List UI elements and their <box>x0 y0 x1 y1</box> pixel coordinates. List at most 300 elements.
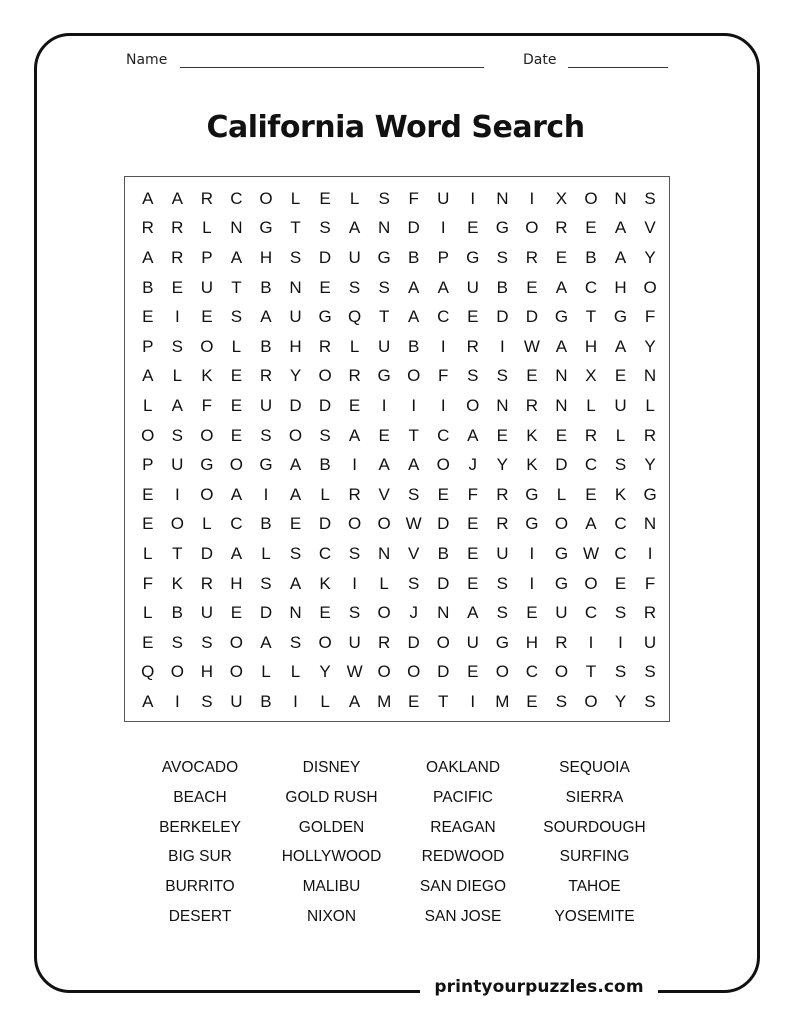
grid-letter[interactable]: S <box>467 366 479 386</box>
grid-letter[interactable]: O <box>318 632 332 652</box>
grid-letter[interactable]: I <box>440 218 446 238</box>
grid-letter[interactable]: I <box>352 573 357 593</box>
grid-letter[interactable]: F <box>644 307 656 327</box>
grid-letter[interactable]: R <box>200 188 213 208</box>
grid-letter[interactable]: H <box>584 336 598 356</box>
grid-letter[interactable]: I <box>618 632 623 652</box>
grid-letter[interactable]: E <box>142 514 154 534</box>
grid-letter[interactable]: O <box>436 455 450 475</box>
grid-letter[interactable]: U <box>643 632 657 652</box>
grid-letter[interactable]: D <box>437 573 450 593</box>
grid-letter[interactable]: R <box>466 336 479 356</box>
grid-letter[interactable]: I <box>470 691 476 711</box>
grid-letter[interactable]: P <box>201 247 213 267</box>
grid-letter[interactable]: L <box>261 543 271 563</box>
grid-letter[interactable]: O <box>318 366 332 386</box>
grid-letter[interactable]: U <box>200 277 213 297</box>
grid-letter[interactable]: O <box>554 662 569 682</box>
grid-letter[interactable]: S <box>201 632 213 652</box>
grid-letter[interactable]: U <box>230 691 243 711</box>
grid-letter[interactable]: D <box>407 632 420 652</box>
grid-letter[interactable]: R <box>555 218 568 238</box>
grid-letter[interactable]: A <box>260 632 272 652</box>
grid-letter[interactable]: T <box>408 425 419 445</box>
grid-letter[interactable]: U <box>259 395 273 415</box>
grid-letter[interactable]: K <box>201 366 213 386</box>
grid-letter[interactable]: K <box>526 455 538 475</box>
grid-letter[interactable]: E <box>467 543 479 563</box>
grid-letter[interactable]: T <box>172 543 183 563</box>
grid-letter[interactable]: D <box>318 514 332 534</box>
grid-letter[interactable]: S <box>319 425 331 445</box>
grid-letter[interactable]: A <box>555 336 568 356</box>
grid-letter[interactable]: S <box>496 247 508 267</box>
grid-letter[interactable]: E <box>467 307 479 327</box>
grid-letter[interactable]: A <box>171 188 183 208</box>
grid-letter[interactable]: G <box>643 484 657 504</box>
grid-letter[interactable]: A <box>230 543 243 563</box>
grid-letter[interactable]: F <box>408 188 419 208</box>
grid-letter[interactable]: Y <box>644 247 656 267</box>
grid-letter[interactable]: O <box>466 395 480 415</box>
grid-letter[interactable]: D <box>496 307 509 327</box>
grid-letter[interactable]: G <box>200 455 214 475</box>
grid-letter[interactable]: A <box>614 336 627 356</box>
grid-letter[interactable]: B <box>408 336 420 356</box>
grid-letter[interactable]: E <box>230 395 243 415</box>
name-field-line[interactable] <box>180 67 484 68</box>
grid-letter[interactable]: H <box>525 632 539 652</box>
grid-letter[interactable]: L <box>143 603 153 623</box>
grid-letter[interactable]: A <box>614 247 627 267</box>
grid-letter[interactable]: U <box>466 277 479 297</box>
grid-letter[interactable]: O <box>436 632 450 652</box>
grid-letter[interactable]: R <box>525 395 539 415</box>
grid-letter[interactable]: E <box>585 484 597 504</box>
grid-letter[interactable]: E <box>526 366 538 386</box>
grid-letter[interactable]: L <box>143 543 153 563</box>
grid-letter[interactable]: H <box>289 336 302 356</box>
grid-letter[interactable]: V <box>378 484 390 504</box>
grid-letter[interactable]: O <box>170 514 184 534</box>
grid-letter[interactable]: I <box>529 573 535 593</box>
grid-letter[interactable]: E <box>555 247 568 267</box>
grid-letter[interactable]: M <box>377 691 392 711</box>
grid-letter[interactable]: N <box>643 366 657 386</box>
grid-letter[interactable]: Y <box>614 691 627 711</box>
grid-letter[interactable]: O <box>200 484 214 504</box>
grid-letter[interactable]: G <box>525 514 539 534</box>
grid-letter[interactable]: S <box>496 366 508 386</box>
grid-letter[interactable]: A <box>467 603 479 623</box>
grid-letter[interactable]: B <box>142 277 154 297</box>
grid-letter[interactable]: B <box>171 603 183 623</box>
grid-letter[interactable]: G <box>259 218 273 238</box>
grid-letter[interactable]: A <box>408 307 420 327</box>
grid-letter[interactable]: E <box>289 514 302 534</box>
grid-letter[interactable]: S <box>319 218 331 238</box>
grid-letter[interactable]: L <box>320 691 330 711</box>
grid-letter[interactable]: A <box>289 484 302 504</box>
grid-letter[interactable]: S <box>289 632 302 652</box>
grid-letter[interactable]: B <box>585 247 597 267</box>
grid-letter[interactable]: S <box>260 425 272 445</box>
grid-letter[interactable]: A <box>142 691 154 711</box>
grid-letter[interactable]: Y <box>644 455 656 475</box>
grid-letter[interactable]: D <box>200 543 213 563</box>
grid-letter[interactable]: L <box>645 395 655 415</box>
grid-letter[interactable]: U <box>289 307 302 327</box>
grid-letter[interactable]: L <box>320 484 330 504</box>
grid-letter[interactable]: S <box>555 691 568 711</box>
grid-letter[interactable]: O <box>495 662 509 682</box>
grid-letter[interactable]: U <box>200 603 213 623</box>
grid-letter[interactable]: T <box>378 307 390 327</box>
grid-letter[interactable]: O <box>584 573 598 593</box>
grid-letter[interactable]: C <box>437 307 450 327</box>
grid-letter[interactable]: E <box>408 691 420 711</box>
grid-letter[interactable]: D <box>259 603 273 623</box>
grid-letter[interactable]: K <box>614 484 627 504</box>
date-field-line[interactable] <box>568 67 668 68</box>
grid-letter[interactable]: P <box>437 247 449 267</box>
grid-letter[interactable]: R <box>496 484 509 504</box>
grid-letter[interactable]: E <box>614 573 627 593</box>
grid-letter[interactable]: U <box>466 632 479 652</box>
grid-letter[interactable]: E <box>319 277 331 297</box>
grid-letter[interactable]: I <box>411 395 417 415</box>
grid-letter[interactable]: N <box>643 514 657 534</box>
grid-letter[interactable]: I <box>529 543 535 563</box>
grid-letter[interactable]: A <box>260 307 272 327</box>
grid-letter[interactable]: E <box>496 425 508 445</box>
grid-letter[interactable]: L <box>349 188 360 208</box>
grid-letter[interactable]: O <box>229 632 244 652</box>
grid-letter[interactable]: A <box>408 455 420 475</box>
grid-letter[interactable]: A <box>348 218 361 238</box>
grid-letter[interactable]: F <box>201 395 213 415</box>
grid-letter[interactable]: E <box>378 425 390 445</box>
grid-letter[interactable]: E <box>467 218 479 238</box>
grid-letter[interactable]: O <box>643 277 657 297</box>
grid-letter[interactable]: T <box>585 307 597 327</box>
grid-letter[interactable]: C <box>318 543 332 563</box>
grid-letter[interactable]: C <box>230 188 243 208</box>
grid-letter[interactable]: J <box>468 455 478 475</box>
grid-letter[interactable]: A <box>230 484 243 504</box>
grid-letter[interactable]: I <box>440 336 446 356</box>
grid-letter[interactable]: E <box>142 484 154 504</box>
grid-letter[interactable]: I <box>588 632 594 652</box>
grid-letter[interactable]: L <box>615 425 626 445</box>
grid-letter[interactable]: U <box>378 336 391 356</box>
grid-letter[interactable]: I <box>293 691 298 711</box>
grid-letter[interactable]: S <box>614 455 627 475</box>
grid-letter[interactable]: D <box>437 514 450 534</box>
grid-letter[interactable]: S <box>348 543 361 563</box>
grid-letter[interactable]: C <box>584 603 598 623</box>
grid-letter[interactable]: R <box>318 336 332 356</box>
grid-letter[interactable]: O <box>554 514 569 534</box>
grid-letter[interactable]: B <box>260 691 272 711</box>
grid-letter[interactable]: S <box>496 573 508 593</box>
grid-letter[interactable]: A <box>378 455 390 475</box>
grid-letter[interactable]: F <box>467 484 478 504</box>
grid-letter[interactable]: O <box>200 425 214 445</box>
grid-letter[interactable]: E <box>555 425 568 445</box>
grid-letter[interactable]: S <box>644 662 656 682</box>
grid-letter[interactable]: Q <box>347 307 362 327</box>
grid-letter[interactable]: G <box>377 366 391 386</box>
grid-letter[interactable]: A <box>437 277 449 297</box>
grid-letter[interactable]: F <box>644 573 656 593</box>
grid-letter[interactable]: S <box>289 543 302 563</box>
grid-letter[interactable]: A <box>171 395 183 415</box>
grid-letter[interactable]: S <box>408 484 420 504</box>
grid-letter[interactable]: I <box>263 484 269 504</box>
grid-letter[interactable]: K <box>171 573 183 593</box>
grid-letter[interactable]: S <box>289 247 302 267</box>
grid-letter[interactable]: N <box>614 188 627 208</box>
grid-letter[interactable]: D <box>437 662 450 682</box>
grid-letter[interactable]: L <box>143 395 153 415</box>
grid-letter[interactable]: W <box>346 662 363 682</box>
grid-letter[interactable]: G <box>466 247 480 267</box>
grid-letter[interactable]: C <box>584 455 598 475</box>
grid-letter[interactable]: S <box>260 573 272 593</box>
grid-letter[interactable]: N <box>378 543 391 563</box>
grid-letter[interactable]: N <box>496 188 509 208</box>
grid-letter[interactable]: S <box>644 691 656 711</box>
grid-letter[interactable]: N <box>289 277 302 297</box>
grid-letter[interactable]: I <box>499 336 505 356</box>
grid-letter[interactable]: A <box>289 455 302 475</box>
grid-letter[interactable]: O <box>229 662 244 682</box>
grid-letter[interactable]: I <box>174 691 180 711</box>
grid-letter[interactable]: O <box>407 662 421 682</box>
grid-letter[interactable]: L <box>556 484 567 504</box>
grid-letter[interactable]: L <box>379 573 389 593</box>
grid-letter[interactable]: G <box>259 455 273 475</box>
grid-letter[interactable]: G <box>613 307 628 327</box>
grid-letter[interactable]: O <box>200 336 214 356</box>
grid-letter[interactable]: Y <box>496 455 508 475</box>
grid-letter[interactable]: R <box>171 247 184 267</box>
grid-letter[interactable]: O <box>288 425 303 445</box>
grid-letter[interactable]: A <box>614 218 627 238</box>
grid-letter[interactable]: A <box>142 247 154 267</box>
grid-letter[interactable]: E <box>437 484 449 504</box>
grid-letter[interactable]: V <box>644 218 656 238</box>
grid-letter[interactable]: O <box>170 662 184 682</box>
grid-letter[interactable]: K <box>526 425 538 445</box>
grid-letter[interactable]: S <box>614 662 627 682</box>
grid-letter[interactable]: S <box>348 277 361 297</box>
grid-letter[interactable]: N <box>555 366 568 386</box>
grid-letter[interactable]: I <box>647 543 653 563</box>
grid-letter[interactable]: B <box>408 247 420 267</box>
grid-letter[interactable]: N <box>437 603 450 623</box>
grid-letter[interactable]: A <box>348 691 361 711</box>
grid-letter[interactable]: R <box>171 218 184 238</box>
grid-letter[interactable]: O <box>584 188 598 208</box>
grid-letter[interactable]: G <box>554 573 569 593</box>
grid-letter[interactable]: C <box>614 543 627 563</box>
grid-letter[interactable]: T <box>585 662 597 682</box>
grid-letter[interactable]: I <box>529 188 535 208</box>
grid-letter[interactable]: R <box>555 632 568 652</box>
grid-letter[interactable]: N <box>289 603 302 623</box>
grid-letter[interactable]: B <box>496 277 508 297</box>
grid-letter[interactable]: L <box>231 336 242 356</box>
grid-letter[interactable]: Y <box>289 366 302 386</box>
grid-letter[interactable]: O <box>377 603 391 623</box>
grid-letter[interactable]: M <box>495 691 510 711</box>
grid-letter[interactable]: R <box>348 366 361 386</box>
grid-letter[interactable]: E <box>348 395 361 415</box>
grid-letter[interactable]: E <box>467 514 479 534</box>
grid-letter[interactable]: I <box>174 484 180 504</box>
grid-letter[interactable]: G <box>554 543 569 563</box>
grid-letter[interactable]: B <box>319 455 331 475</box>
grid-letter[interactable]: A <box>467 425 479 445</box>
grid-letter[interactable]: E <box>319 603 331 623</box>
grid-letter[interactable]: J <box>409 603 418 623</box>
grid-letter[interactable]: N <box>230 218 243 238</box>
grid-letter[interactable]: S <box>348 603 361 623</box>
grid-letter[interactable]: S <box>408 573 420 593</box>
grid-letter[interactable]: E <box>585 218 597 238</box>
grid-letter[interactable]: H <box>614 277 627 297</box>
grid-letter[interactable]: E <box>614 366 627 386</box>
grid-letter[interactable]: G <box>525 484 539 504</box>
grid-letter[interactable]: U <box>614 395 627 415</box>
grid-letter[interactable]: R <box>348 484 361 504</box>
grid-letter[interactable]: O <box>407 366 421 386</box>
grid-letter[interactable]: S <box>230 307 243 327</box>
grid-letter[interactable]: N <box>555 395 568 415</box>
grid-letter[interactable]: O <box>259 188 273 208</box>
grid-letter[interactable]: E <box>319 188 331 208</box>
grid-letter[interactable]: A <box>555 277 568 297</box>
grid-letter[interactable]: L <box>202 218 212 238</box>
grid-letter[interactable]: S <box>496 603 508 623</box>
grid-letter[interactable]: E <box>230 425 243 445</box>
grid-letter[interactable]: C <box>614 514 627 534</box>
grid-letter[interactable]: E <box>171 277 183 297</box>
grid-letter[interactable]: U <box>348 632 361 652</box>
grid-letter[interactable]: S <box>171 632 183 652</box>
grid-letter[interactable]: S <box>378 277 390 297</box>
grid-letter[interactable]: L <box>290 188 301 208</box>
grid-letter[interactable]: H <box>259 247 273 267</box>
grid-letter[interactable]: U <box>171 455 184 475</box>
grid-letter[interactable]: Y <box>319 662 331 682</box>
grid-letter[interactable]: D <box>318 395 332 415</box>
grid-letter[interactable]: U <box>496 543 509 563</box>
grid-letter[interactable]: T <box>290 218 301 238</box>
grid-letter[interactable]: R <box>496 514 509 534</box>
grid-letter[interactable]: R <box>141 218 154 238</box>
grid-letter[interactable]: L <box>349 336 360 356</box>
grid-letter[interactable]: A <box>289 573 302 593</box>
grid-letter[interactable]: D <box>289 395 302 415</box>
grid-letter[interactable]: P <box>142 336 154 356</box>
grid-letter[interactable]: A <box>408 277 420 297</box>
grid-letter[interactable]: B <box>437 543 449 563</box>
grid-letter[interactable]: D <box>525 307 539 327</box>
grid-letter[interactable]: F <box>438 366 449 386</box>
grid-letter[interactable]: W <box>582 543 599 563</box>
grid-letter[interactable]: A <box>585 514 597 534</box>
grid-letter[interactable]: K <box>319 573 331 593</box>
grid-letter[interactable]: W <box>523 336 540 356</box>
grid-letter[interactable]: D <box>407 218 420 238</box>
grid-letter[interactable]: D <box>555 455 568 475</box>
grid-letter[interactable]: E <box>142 307 154 327</box>
grid-letter[interactable]: R <box>525 247 539 267</box>
grid-letter[interactable]: Y <box>644 336 656 356</box>
grid-letter[interactable]: X <box>585 366 597 386</box>
grid-letter[interactable]: A <box>142 366 154 386</box>
grid-letter[interactable]: L <box>202 514 212 534</box>
grid-letter[interactable]: R <box>200 573 213 593</box>
grid-letter[interactable]: L <box>586 395 596 415</box>
grid-letter[interactable]: L <box>172 366 183 386</box>
grid-letter[interactable]: R <box>643 603 657 623</box>
grid-letter[interactable]: O <box>377 662 391 682</box>
grid-letter[interactable]: P <box>142 455 154 475</box>
grid-letter[interactable]: O <box>229 455 244 475</box>
grid-letter[interactable]: G <box>495 632 509 652</box>
grid-letter[interactable]: E <box>230 366 243 386</box>
grid-letter[interactable]: O <box>584 691 598 711</box>
grid-letter[interactable]: E <box>526 691 538 711</box>
grid-letter[interactable]: W <box>405 514 422 534</box>
grid-letter[interactable]: A <box>142 188 154 208</box>
footer-site-link[interactable]: printyourpuzzles.com <box>434 977 644 997</box>
grid-letter[interactable]: T <box>231 277 242 297</box>
grid-letter[interactable]: N <box>378 218 391 238</box>
grid-letter[interactable]: S <box>644 188 656 208</box>
grid-letter[interactable]: F <box>142 573 153 593</box>
grid-letter[interactable]: R <box>259 366 273 386</box>
grid-letter[interactable]: E <box>467 662 479 682</box>
grid-letter[interactable]: I <box>470 188 476 208</box>
grid-letter[interactable]: O <box>377 514 391 534</box>
grid-letter[interactable]: T <box>438 691 449 711</box>
grid-letter[interactable]: O <box>141 425 155 445</box>
grid-letter[interactable]: N <box>496 395 509 415</box>
grid-letter[interactable]: S <box>171 336 183 356</box>
grid-letter[interactable]: C <box>437 425 450 445</box>
grid-letter[interactable]: U <box>555 603 568 623</box>
grid-letter[interactable]: V <box>408 543 420 563</box>
grid-letter[interactable]: H <box>230 573 243 593</box>
grid-letter[interactable]: S <box>201 691 213 711</box>
grid-letter[interactable]: G <box>318 307 332 327</box>
grid-letter[interactable]: E <box>142 632 154 652</box>
grid-letter[interactable]: C <box>230 514 243 534</box>
grid-letter[interactable]: E <box>230 603 243 623</box>
grid-letter[interactable]: B <box>260 514 272 534</box>
grid-letter[interactable]: O <box>525 218 539 238</box>
grid-letter[interactable]: G <box>495 218 509 238</box>
grid-letter[interactable]: S <box>171 425 183 445</box>
grid-letter[interactable]: S <box>378 188 390 208</box>
grid-letter[interactable]: L <box>290 662 301 682</box>
grid-letter[interactable]: I <box>352 455 357 475</box>
